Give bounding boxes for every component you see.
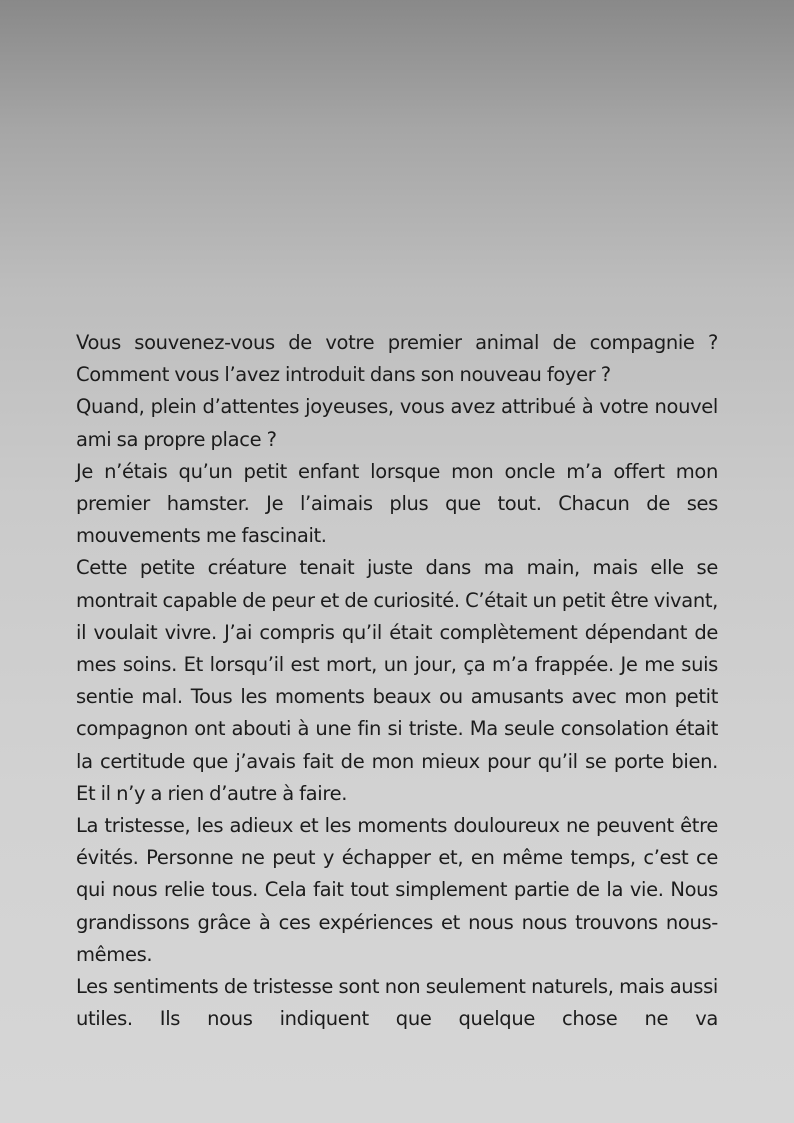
paragraph-sadness-part-of-life: La tristesse, les adieux et les moments douloureux ne peuvent être évités. Personne ne peut y échapper et, en même temps, c’est ce qui nous relie tous. Cela fait tout simplement partie de la vie. Nous grandissons grâce à ces expériences et nous nous trouvons nous-mêmes. — [76, 814, 718, 966]
paragraph-sadness-useful: Les sentiments de tristesse sont non seulement naturels, mais aussi utiles. Ils nous indiquent que quelque chose ne va — [76, 975, 718, 1031]
paragraph-hamster-gift: Je n’étais qu’un petit enfant lorsque mon oncle m’a offert mon premier hamster. Je l’aimais plus que tout. Chacun de ses mouvements me fascinait. — [76, 459, 718, 548]
paragraph-new-friend-place: Quand, plein d’attentes joyeuses, vous avez attribué à votre nouvel ami sa propre place ? — [76, 395, 718, 451]
paragraph-first-pet-questions: Vous souvenez-vous de votre premier animal de compagnie ? Comment vous l’avez introduit dans son nouveau foyer ? — [76, 331, 718, 387]
page-body — [76, 327, 718, 1035]
paragraph-hamster-loss: Cette petite créature tenait juste dans ma main, mais elle se montrait capable de peur et de curiosité. C’était un petit être vivant, il voulait vivre. J’ai compris qu’il était complètement dépendant de mes soins. Et lorsqu’il est mort, un jour, ça m’a frappée. Je me suis sentie mal. Tous les moments beaux ou amusants avec mon petit compagnon ont abouti à une fin si triste. Ma seule consolation était la certitude que j’avais fait de mon mieux pour qu’il se porte bien. Et il n’y a rien d’autre à faire. — [76, 556, 718, 805]
